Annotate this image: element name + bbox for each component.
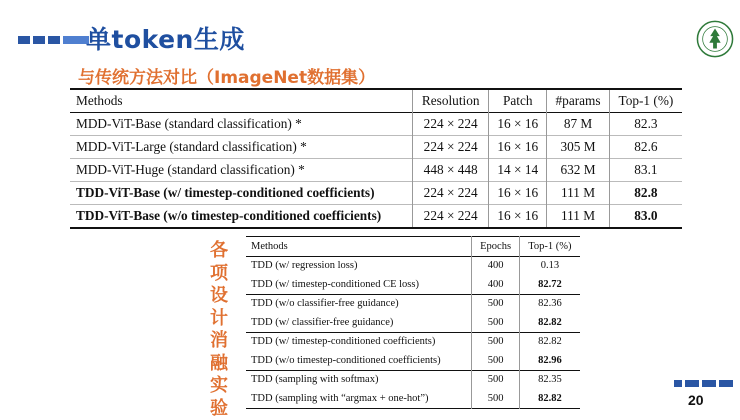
col-header: Methods — [76, 93, 123, 108]
table-row — [246, 351, 580, 370]
epochs-cell: 400 — [472, 256, 519, 275]
epochs-cell: 500 — [472, 313, 519, 332]
epochs-cell: 500 — [472, 294, 519, 313]
table-row — [70, 136, 682, 159]
epochs-cell: 500 — [472, 370, 519, 389]
top1-cell: 82.3 — [609, 113, 682, 136]
resolution-cell: 448 × 448 — [413, 159, 489, 182]
top1-cell: 82.82 — [519, 389, 580, 408]
table-row — [246, 313, 580, 332]
top1-cell: 83.0 — [609, 205, 682, 229]
params-cell: 87 M — [547, 113, 610, 136]
table-header-row — [70, 89, 682, 113]
top1-cell: 82.35 — [519, 370, 580, 389]
method-cell: TDD (sampling with “argmax + one-hot”) — [251, 392, 429, 404]
resolution-cell: 224 × 224 — [413, 136, 489, 159]
page-number: 20 — [688, 392, 704, 408]
col-header: Methods — [251, 240, 288, 252]
table-row — [246, 294, 580, 313]
university-seal-icon — [696, 20, 734, 58]
resolution-cell: 224 × 224 — [413, 182, 489, 205]
params-cell: 111 M — [547, 205, 610, 229]
method-cell: TDD-ViT-Base (w/o timestep-conditioned coefficients) — [76, 208, 382, 223]
patch-cell: 16 × 16 — [489, 205, 547, 229]
table-row — [246, 370, 580, 389]
epochs-cell: 500 — [472, 389, 519, 408]
method-cell: TDD (w/ classifier-free guidance) — [251, 316, 394, 328]
top1-cell: 82.6 — [609, 136, 682, 159]
method-cell: TDD (sampling with softmax) — [251, 374, 379, 386]
top1-cell: 82.82 — [519, 332, 580, 351]
col-header: #params — [547, 89, 610, 113]
table-row — [70, 159, 682, 182]
table-row — [70, 205, 682, 229]
method-cell: MDD-ViT-Large (standard classification) * — [76, 139, 307, 154]
method-cell: TDD-ViT-Base (w/ timestep-conditioned coefficients) — [76, 185, 375, 200]
top1-cell: 82.8 — [609, 182, 682, 205]
corner-bars-icon — [674, 380, 733, 387]
table-row — [246, 332, 580, 351]
params-cell: 111 M — [547, 182, 610, 205]
patch-cell: 16 × 16 — [489, 113, 547, 136]
patch-cell: 16 × 16 — [489, 136, 547, 159]
table-row — [70, 182, 682, 205]
col-header: Epochs — [472, 237, 519, 257]
top1-cell: 0.13 — [519, 256, 580, 275]
patch-cell: 14 × 14 — [489, 159, 547, 182]
params-cell: 305 M — [547, 136, 610, 159]
top1-cell: 82.72 — [519, 275, 580, 294]
top1-cell: 82.82 — [519, 313, 580, 332]
col-header: Patch — [489, 89, 547, 113]
col-header: Top-1 (%) — [519, 237, 580, 257]
table-row — [246, 275, 580, 294]
top1-cell: 83.1 — [609, 159, 682, 182]
method-cell: TDD (w/o timestep-conditioned coefficients) — [251, 354, 441, 366]
method-cell: TDD (w/ timestep-conditioned coefficients) — [251, 336, 436, 348]
epochs-cell: 500 — [472, 351, 519, 370]
col-header: Top-1 (%) — [609, 89, 682, 113]
table-header-row — [246, 237, 580, 257]
epochs-cell: 400 — [472, 275, 519, 294]
ablation-table — [246, 236, 580, 409]
top1-cell: 82.36 — [519, 294, 580, 313]
epochs-cell: 500 — [472, 332, 519, 351]
table-row — [246, 256, 580, 275]
method-cell: TDD (w/o classifier-free guidance) — [251, 298, 399, 310]
method-cell: MDD-ViT-Huge (standard classification) * — [76, 162, 305, 177]
method-cell: MDD-ViT-Base (standard classification) * — [76, 116, 302, 131]
resolution-cell: 224 × 224 — [413, 205, 489, 229]
ablation-side-label: 各项设计消融实验 — [210, 240, 228, 419]
method-cell: TDD (w/ regression loss) — [251, 260, 358, 272]
table-row — [246, 389, 580, 408]
top1-cell: 82.96 — [519, 351, 580, 370]
params-cell: 632 M — [547, 159, 610, 182]
resolution-cell: 224 × 224 — [413, 113, 489, 136]
comparison-table — [70, 88, 682, 229]
title-bars-icon — [18, 36, 89, 44]
col-header: Resolution — [413, 89, 489, 113]
slide-title: 单token生成 — [86, 25, 245, 54]
table-row — [70, 113, 682, 136]
section-subtitle: 与传统方法对比（ImageNet数据集） — [78, 68, 376, 88]
patch-cell: 16 × 16 — [489, 182, 547, 205]
method-cell: TDD (w/ timestep-conditioned CE loss) — [251, 278, 419, 290]
